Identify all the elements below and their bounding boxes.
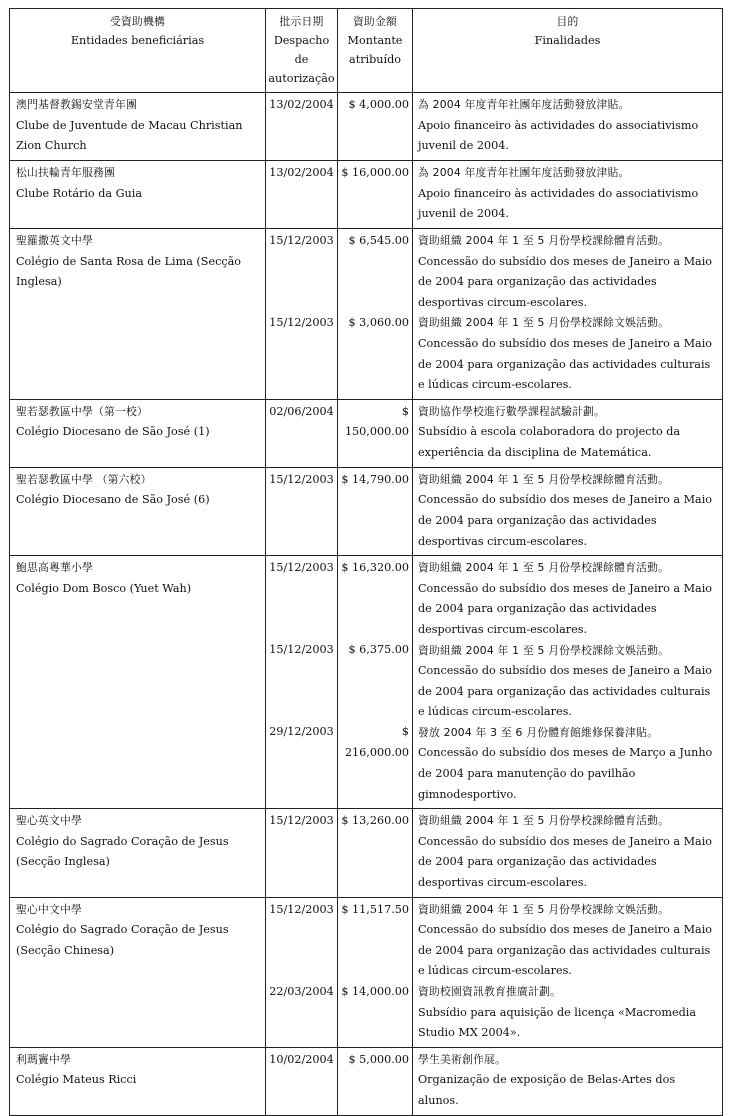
amount-cell bbox=[338, 897, 413, 1047]
entity-name-zh: 聖羅撒英文中學 bbox=[16, 234, 93, 247]
header-entities-zh: 受資助機構 bbox=[110, 15, 165, 28]
purpose-entry bbox=[418, 811, 719, 893]
entity-cell bbox=[10, 399, 266, 467]
purpose-entry bbox=[418, 313, 719, 395]
header-purpose-pt: Finalidades bbox=[534, 34, 601, 47]
grant-amount: $ 4,000.00 bbox=[348, 98, 409, 111]
entity-name-pt: Clube Rotário da Guia bbox=[16, 186, 143, 200]
entity-name-zh: 利瑪竇中學 bbox=[16, 1052, 71, 1066]
header-amount-pt1: Montante bbox=[347, 34, 403, 47]
entity-name-zh: 澳門基督教錫安堂青年團 bbox=[16, 98, 137, 111]
purpose-cell bbox=[413, 809, 723, 897]
entity-name-zh: 鮑思高粵華小學 bbox=[16, 561, 93, 575]
entity-name-pt: Colégio Diocesano de São José (6) bbox=[16, 493, 210, 507]
entity-name-pt: Colégio Diocesano de São José (1) bbox=[16, 425, 210, 439]
table-row bbox=[10, 161, 723, 229]
table-row bbox=[10, 809, 723, 897]
table-row bbox=[10, 399, 723, 467]
purpose-zh: 資助協作學校進行數學課程試驗計劃。 bbox=[418, 404, 605, 418]
purpose-pt: Apoio financeiro às actividades do associativismo juvenil de 2004. bbox=[418, 186, 699, 221]
purpose-entry bbox=[418, 641, 719, 723]
grant-date: 22/03/2004 bbox=[269, 984, 334, 998]
purpose-pt: Concessão do subsídio dos meses de Janeiro a Maio de 2004 para organização das actividades desportivas circum-escolares. bbox=[418, 254, 713, 309]
purpose-entry bbox=[418, 163, 719, 225]
purpose-entry bbox=[418, 1050, 719, 1112]
grant-date: 15/12/2003 bbox=[269, 561, 334, 575]
purpose-entry bbox=[418, 982, 719, 1044]
header-date-pt1: Despacho de bbox=[273, 34, 330, 66]
table-row bbox=[10, 556, 723, 809]
header-amount bbox=[338, 9, 413, 93]
purpose-zh: 資助校園資訊教育推廣計劃。 bbox=[418, 985, 561, 998]
entity-cell bbox=[10, 467, 266, 555]
purpose-zh: 學生美術創作展。 bbox=[418, 1052, 506, 1066]
grants-table bbox=[9, 8, 723, 1116]
purpose-pt: Concessão do subsídio dos meses de Janeiro a Maio de 2004 para organização das actividades desportivas circum-escolares. bbox=[418, 493, 713, 548]
date-cell bbox=[266, 556, 338, 809]
table-row bbox=[10, 1047, 723, 1115]
entity-name-zh: 聖若瑟教區中學 （第六校） bbox=[16, 472, 152, 486]
amount-cell bbox=[338, 93, 413, 161]
purpose-cell bbox=[413, 93, 723, 161]
purpose-cell bbox=[413, 897, 723, 1047]
purpose-pt: Subsídio à escola colaboradora do projecto da experiência da disciplina de Matemática. bbox=[418, 425, 681, 459]
purpose-zh: 為 2004 年度青年社團年度活動發放津貼。 bbox=[418, 166, 630, 179]
header-amount-pt2: atribuído bbox=[349, 53, 401, 66]
grant-date: 15/12/2003 bbox=[269, 814, 334, 828]
date-cell bbox=[266, 809, 338, 897]
grant-date: 29/12/2003 bbox=[269, 725, 334, 739]
header-amount-zh: 資助金額 bbox=[353, 15, 397, 28]
grant-amount: $ 14,000.00 bbox=[341, 984, 409, 998]
table-row bbox=[10, 229, 723, 400]
date-cell bbox=[266, 93, 338, 161]
purpose-cell bbox=[413, 467, 723, 555]
purpose-zh: 發放 2004 年 3 至 6 月份體育館維修保養津貼。 bbox=[418, 725, 659, 739]
grant-amount: $ 11,517.50 bbox=[341, 902, 409, 916]
purpose-entry bbox=[418, 558, 719, 640]
grant-amount: $ 6,545.00 bbox=[348, 234, 409, 247]
grant-date: 10/02/2004 bbox=[269, 1052, 334, 1066]
date-cell bbox=[266, 399, 338, 467]
amount-cell bbox=[338, 399, 413, 467]
entity-name-pt: Colégio Dom Bosco (Yuet Wah) bbox=[16, 581, 192, 595]
purpose-zh: 為 2004 年度青年社團年度活動發放津貼。 bbox=[418, 98, 630, 111]
purpose-cell bbox=[413, 1047, 723, 1115]
entity-name-zh: 聖若瑟教區中學（第一校） bbox=[16, 404, 148, 418]
entity-cell bbox=[10, 897, 266, 1047]
entity-name-pt: Clube de Juventude de Macau Christian Zion Church bbox=[16, 118, 243, 153]
grant-date: 13/02/2004 bbox=[269, 166, 334, 179]
amount-cell bbox=[338, 229, 413, 400]
purpose-cell bbox=[413, 556, 723, 809]
grant-date: 13/02/2004 bbox=[269, 98, 334, 111]
purpose-pt: Apoio financeiro às actividades do associativismo juvenil de 2004. bbox=[418, 118, 699, 153]
purpose-pt: Subsídio para aquisição de licença «Macromedia Studio MX 2004». bbox=[418, 1005, 696, 1040]
grant-amount: $ 5,000.00 bbox=[348, 1052, 409, 1066]
purpose-zh: 資助組織 2004 年 1 至 5 月份學校課餘體育活動。 bbox=[418, 234, 670, 247]
purpose-entry bbox=[418, 723, 719, 805]
grant-amount: $ 216,000.00 bbox=[344, 725, 409, 759]
date-cell bbox=[266, 1047, 338, 1115]
purpose-zh: 資助組織 2004 年 1 至 5 月份學校課餘體育活動。 bbox=[418, 814, 670, 828]
header-purpose-zh: 目的 bbox=[556, 15, 579, 28]
entity-cell bbox=[10, 93, 266, 161]
entity-name-zh: 聖心英文中學 bbox=[16, 814, 82, 828]
purpose-zh: 資助組織 2004 年 1 至 5 月份學校課餘體育活動。 bbox=[418, 561, 670, 575]
entity-name-pt: Colégio do Sagrado Coração de Jesus (Secção Chinesa) bbox=[16, 923, 229, 957]
grant-amount: $ 14,790.00 bbox=[341, 472, 409, 486]
entity-name-pt: Colégio Mateus Ricci bbox=[16, 1073, 137, 1087]
table-row bbox=[10, 897, 723, 1047]
entity-cell bbox=[10, 809, 266, 897]
purpose-zh: 資助組織 2004 年 1 至 5 月份學校課餘體育活動。 bbox=[418, 472, 670, 486]
purpose-pt: Concessão do subsídio dos meses de Janeiro a Maio de 2004 para organização das actividades culturais e lúdicas circum-escolares. bbox=[418, 923, 713, 978]
entity-name-pt: Colégio do Sagrado Coração de Jesus (Secção Inglesa) bbox=[16, 834, 229, 869]
purpose-entry bbox=[418, 231, 719, 313]
purpose-zh: 資助組織 2004 年 1 至 5 月份學校課餘文娛活動。 bbox=[418, 902, 670, 916]
grant-amount: $ 16,000.00 bbox=[341, 166, 409, 179]
amount-cell bbox=[338, 809, 413, 897]
purpose-cell bbox=[413, 161, 723, 229]
amount-cell bbox=[338, 161, 413, 229]
table-row bbox=[10, 93, 723, 161]
header-date bbox=[266, 9, 338, 93]
purpose-pt: Concessão do subsídio dos meses de Janeiro a Maio de 2004 para organização das actividades culturais e lúdicas circum-escolares. bbox=[418, 664, 713, 719]
grant-date: 15/12/2003 bbox=[269, 234, 334, 247]
entity-cell bbox=[10, 229, 266, 400]
purpose-cell bbox=[413, 229, 723, 400]
grant-date: 15/12/2003 bbox=[269, 902, 334, 916]
purpose-zh: 資助組織 2004 年 1 至 5 月份學校課餘文娛活動。 bbox=[418, 643, 670, 657]
grant-date: 15/12/2003 bbox=[269, 643, 334, 657]
entity-cell bbox=[10, 1047, 266, 1115]
grant-amount: $ 13,260.00 bbox=[341, 814, 409, 828]
header-purpose bbox=[413, 9, 723, 93]
date-cell bbox=[266, 161, 338, 229]
purpose-pt: Concessão do subsídio dos meses de Janeiro a Maio de 2004 para organização das actividades culturais e lúdicas circum-escolares. bbox=[418, 336, 713, 392]
grant-amount: $ 16,320.00 bbox=[341, 561, 409, 575]
header-entities-pt: Entidades beneficiárias bbox=[70, 34, 205, 47]
amount-cell bbox=[338, 467, 413, 555]
entity-name-zh: 聖心中文中學 bbox=[16, 902, 82, 916]
grant-date: 15/12/2003 bbox=[269, 472, 334, 486]
entity-cell bbox=[10, 161, 266, 229]
purpose-cell bbox=[413, 399, 723, 467]
date-cell bbox=[266, 467, 338, 555]
grant-amount: $ 150,000.00 bbox=[344, 404, 409, 439]
grant-date: 15/12/2003 bbox=[269, 316, 334, 329]
purpose-pt: Concessão do subsídio dos meses de Janeiro a Maio de 2004 para organização das actividades desportivas circum-escolares. bbox=[418, 581, 713, 636]
grant-amount: $ 3,060.00 bbox=[348, 316, 409, 329]
grant-date: 02/06/2004 bbox=[269, 404, 334, 418]
entity-cell bbox=[10, 556, 266, 809]
amount-cell bbox=[338, 556, 413, 809]
purpose-entry bbox=[418, 95, 719, 157]
purpose-entry bbox=[418, 470, 719, 552]
date-cell bbox=[266, 229, 338, 400]
amount-cell bbox=[338, 1047, 413, 1115]
header-entities bbox=[10, 9, 266, 93]
header-date-zh: 批示日期 bbox=[279, 15, 324, 28]
purpose-entry bbox=[418, 402, 719, 464]
purpose-pt: Concessão do subsídio dos meses de Janeiro a Maio de 2004 para organização das actividades desportivas circum-escolares. bbox=[418, 834, 713, 890]
entity-name-zh: 松山扶輪青年服務團 bbox=[16, 166, 115, 179]
header-date-pt2: autorização bbox=[268, 72, 335, 85]
grant-amount: $ 6,375.00 bbox=[348, 643, 409, 657]
entity-name-pt: Colégio de Santa Rosa de Lima (Secção Inglesa) bbox=[16, 254, 242, 289]
purpose-pt: Concessão do subsídio dos meses de Março a Junho de 2004 para manutenção do pavilhão gimnodesportivo. bbox=[418, 746, 713, 801]
table-body bbox=[10, 93, 723, 1116]
table-header bbox=[10, 9, 723, 93]
date-cell bbox=[266, 897, 338, 1047]
purpose-entry bbox=[418, 900, 719, 982]
purpose-pt: Organização de exposição de Belas-Artes dos alunos. bbox=[418, 1073, 676, 1107]
table-row bbox=[10, 467, 723, 555]
purpose-zh: 資助組織 2004 年 1 至 5 月份學校課餘文娛活動。 bbox=[418, 316, 670, 330]
